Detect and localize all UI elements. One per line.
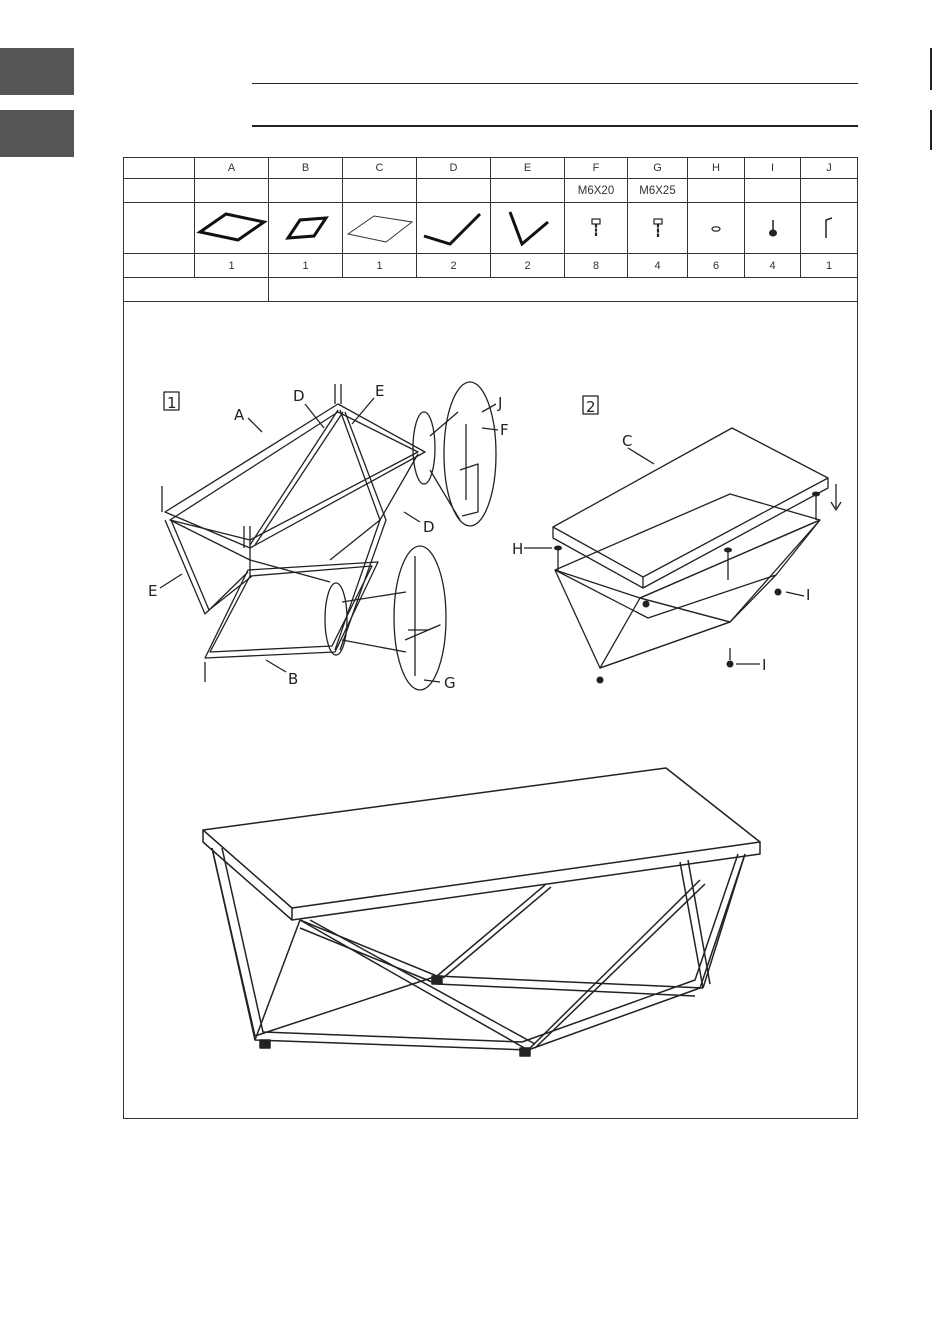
part-letter: C: [343, 158, 417, 179]
part-spec: M6X25: [628, 179, 688, 203]
assembled-table-view: [203, 768, 760, 1056]
part-letter: D: [417, 158, 491, 179]
step-2-number: 2: [586, 398, 596, 416]
part-quantity: 1: [195, 254, 269, 278]
callout-h: H: [512, 540, 524, 558]
part-letter: E: [491, 158, 565, 179]
callout-i: I: [762, 656, 767, 674]
step1-exploded-view: [160, 382, 498, 690]
part-letter: F: [565, 158, 628, 179]
part-letter: J: [801, 158, 858, 179]
part-quantity: 1: [343, 254, 417, 278]
part-quantity: 1: [269, 254, 343, 278]
callout-e: E: [375, 382, 385, 400]
part-quantity: 6: [688, 254, 745, 278]
callout-c: C: [622, 432, 633, 450]
part-quantity: 2: [491, 254, 565, 278]
step-1-number: 1: [167, 394, 177, 412]
part-quantity: 8: [565, 254, 628, 278]
callout-f: F: [500, 421, 509, 439]
callout-d: D: [423, 518, 435, 536]
part-quantity: 4: [745, 254, 801, 278]
callout-i: I: [806, 586, 811, 604]
step2-top-placement-view: [524, 396, 841, 668]
part-quantity: 2: [417, 254, 491, 278]
part-letter: I: [745, 158, 801, 179]
part-quantity: 1: [801, 254, 858, 278]
callout-b: B: [288, 670, 299, 688]
callout-d: D: [293, 387, 305, 405]
callout-g: G: [444, 674, 456, 692]
callout-j: J: [498, 394, 503, 412]
part-letter: B: [269, 158, 343, 179]
part-letter: A: [195, 158, 269, 179]
part-letter: H: [688, 158, 745, 179]
part-spec: M6X20: [565, 179, 628, 203]
part-quantity: 4: [628, 254, 688, 278]
callout-a: A: [234, 406, 245, 424]
callout-e: E: [148, 582, 158, 600]
part-letter: G: [628, 158, 688, 179]
